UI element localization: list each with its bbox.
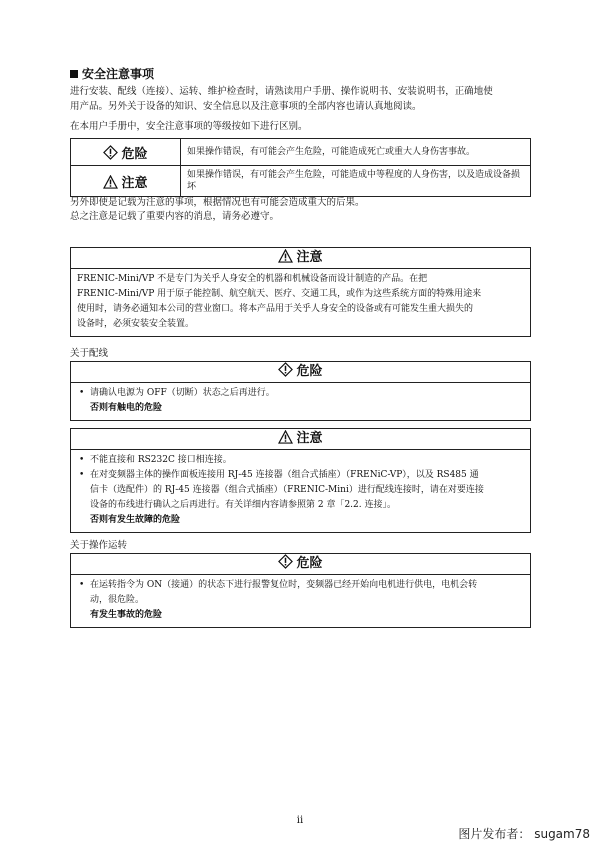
page-number: ii: [296, 815, 304, 826]
caution-text-line-3: 使用时，请务必通知本公司的营业窗口。将本产品用于关乎人身安全的设备或有可能发生重大损失的: [77, 304, 474, 314]
note-line-1: 另外即使是记载为注意的事项，根据情况也有可能会造成重大的后果。: [70, 197, 365, 208]
warning-triangle-icon: [278, 249, 293, 263]
caution-box-header: [71, 248, 530, 269]
caution-consequence: 否则有发生故障的危险: [90, 515, 181, 525]
caution-box-wiring: [70, 428, 531, 533]
square-bullet-icon: [70, 70, 78, 78]
danger-consequence: 有发生事故的危险: [90, 610, 163, 620]
danger-consequence: 否则有触电的危险: [90, 403, 163, 413]
caution-text-line-4: 设备时，必须安装安全装置。: [77, 319, 195, 329]
danger-circle-icon: [103, 145, 118, 160]
caution-text-line-1: FRENIC-Mini/VP 不是专门为关乎人身安全的机器和机械设备而设计制造的产品。在把: [77, 274, 428, 284]
caution-box-title: 注意: [296, 250, 323, 265]
caution-bullet-1: • 不能直接和 RS232C 接口相连接。: [77, 453, 524, 468]
level-label-caution: [71, 166, 181, 197]
caution-box-body: [71, 269, 530, 336]
section-title: [70, 66, 154, 82]
level-desc-caution: 如果操作错误，有可能会产生危险，可能造成中等程度的人身伤害，以及造成设备损坏: [181, 166, 531, 197]
danger-box-operation: [70, 553, 531, 628]
level-row-danger: [71, 139, 531, 166]
level-label-caution-text: 注意: [121, 175, 148, 191]
level-intro: 在本用户手册中，安全注意事项的等级按如下进行区别。: [70, 121, 308, 132]
danger-box-header: [71, 362, 530, 383]
danger-box-header: [71, 554, 530, 575]
caution-bullet-2: [77, 468, 524, 513]
caution-box-title: 注意: [296, 431, 323, 446]
wiring-heading: 关于配线: [70, 348, 109, 359]
operation-heading: 关于操作运转: [70, 540, 128, 551]
danger-box-body: [71, 575, 530, 627]
danger-bullet-line-1: • 在运转指令为 ON（接通）的状态下进行报警复位时，变频器已经开始向电机进行供电，电机会转: [90, 580, 478, 590]
publisher-watermark: 图片发布者： sugam78: [458, 827, 590, 841]
caution-bullet-2-line-3: 设备的布线进行确认之后再进行。有关详细内容请参照第 2 章「2.2. 连接」。: [90, 500, 396, 510]
caution-bullet-2-line-2: 信卡（选配件）的 RJ-45 连接器（组合式插座）（FRENIC-Mini）进行配线连接时，请在对要连接: [90, 485, 484, 495]
caution-box-general: [70, 247, 531, 337]
note-line-2: 总之注意是记载了重要内容的消息，请务必遵守。: [70, 211, 280, 222]
level-row-caution: [71, 166, 531, 197]
danger-box-wiring: [70, 361, 531, 421]
intro-line-1: 进行安装、配线（连接）、运转、维护检查时，请熟读用户手册、操作说明书、安装说明书，正确地使: [70, 86, 493, 97]
caution-bullet-2-line-1: • 在对变频器主体的操作面板连接用 RJ-45 连接器（组合式插座）（FRENiC-VP），以及 RS485 通: [90, 470, 479, 480]
level-label-danger-text: 危险: [121, 146, 148, 162]
warning-triangle-icon: [278, 430, 293, 444]
danger-box-body: [71, 383, 530, 420]
level-desc-danger: 如果操作错误，有可能会产生危险，可能造成死亡或重大人身伤害事故。: [181, 139, 531, 166]
section-title-text: 安全注意事项: [82, 67, 155, 81]
danger-bullet: • 请确认电源为 OFF（切断）状态之后再进行。: [77, 386, 524, 401]
danger-bullet-line-2: 动，很危险。: [90, 595, 145, 605]
danger-bullet: [77, 578, 524, 608]
danger-circle-icon: [278, 554, 293, 569]
danger-box-title: 危险: [296, 364, 323, 379]
caution-box-body: [71, 450, 530, 532]
caution-box-header: [71, 429, 530, 450]
caution-text-line-2: FRENIC-Mini/VP 用于原子能控制、航空航天、医疗、交通工具，或作为这些系统方面的特殊用途来: [77, 289, 482, 299]
danger-box-title: 危险: [296, 556, 323, 571]
danger-circle-icon: [278, 362, 293, 377]
severity-level-table: [70, 138, 531, 197]
intro-line-2: 用产品。另外关于设备的知识、安全信息以及注意事项的全部内容也请认真地阅读。: [70, 101, 422, 112]
warning-triangle-icon: [103, 175, 118, 189]
level-label-danger: [71, 139, 181, 166]
